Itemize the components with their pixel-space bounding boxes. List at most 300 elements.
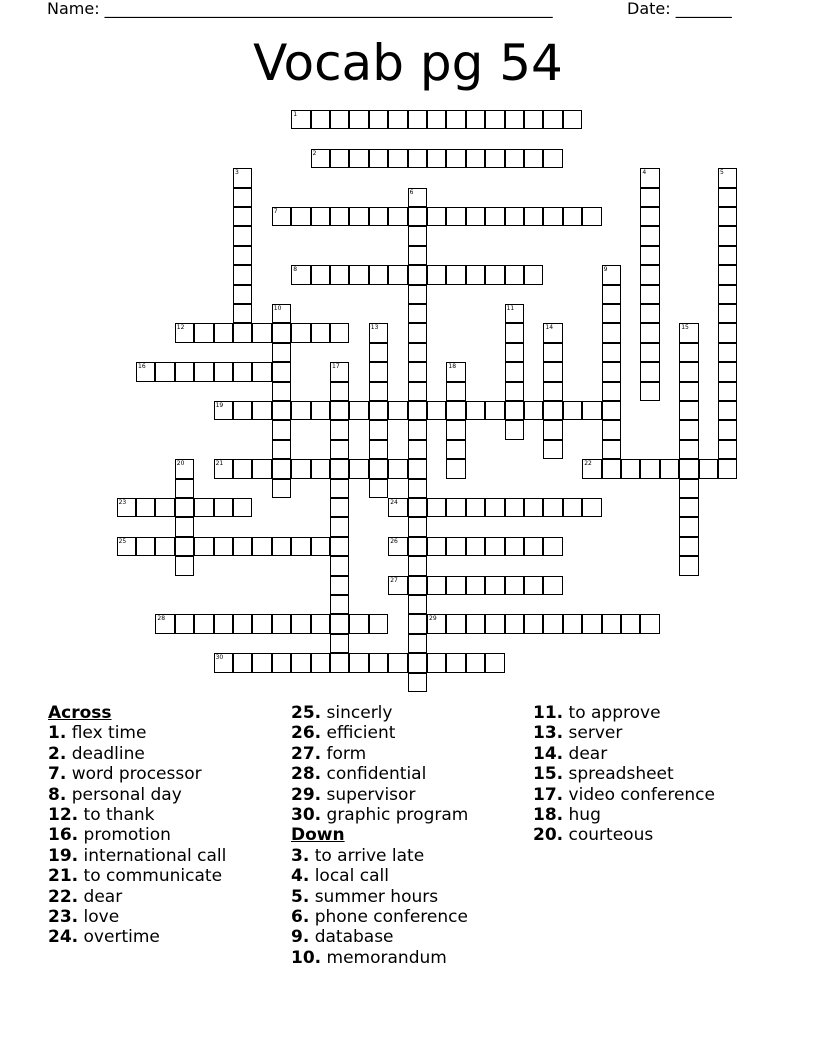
crossword-cell[interactable] [272,653,291,672]
crossword-cell[interactable] [330,149,349,168]
crossword-cell[interactable] [408,595,427,614]
crossword-cell[interactable] [524,149,543,168]
crossword-cell[interactable] [330,595,349,614]
crossword-cell[interactable] [252,459,271,478]
crossword-cell[interactable] [369,265,388,284]
crossword-cell[interactable] [505,576,524,595]
crossword-cell[interactable] [408,285,427,304]
crossword-cell[interactable] [408,517,427,536]
crossword-cell[interactable] [233,168,252,187]
crossword-cell[interactable] [214,537,233,556]
crossword-cell[interactable] [446,653,465,672]
crossword-cell[interactable] [485,653,504,672]
crossword-cell[interactable] [330,323,349,342]
crossword-cell[interactable] [446,498,465,517]
crossword-cell[interactable] [291,537,310,556]
crossword-cell[interactable] [505,537,524,556]
crossword-cell[interactable] [252,537,271,556]
crossword-cell[interactable] [602,382,621,401]
crossword-cell[interactable] [446,207,465,226]
crossword-cell[interactable] [388,265,407,284]
crossword-cell[interactable] [485,498,504,517]
crossword-cell[interactable] [466,653,485,672]
crossword-cell[interactable] [175,362,194,381]
crossword-cell[interactable] [330,517,349,536]
crossword-cell[interactable] [679,479,698,498]
crossword-cell[interactable] [194,614,213,633]
crossword-cell[interactable] [602,401,621,420]
crossword-cell[interactable] [563,401,582,420]
crossword-cell[interactable] [233,614,252,633]
crossword-cell[interactable] [718,459,737,478]
crossword-cell[interactable] [718,382,737,401]
crossword-cell[interactable] [214,362,233,381]
crossword-cell[interactable] [408,323,427,342]
crossword-cell[interactable] [349,265,368,284]
crossword-cell[interactable] [272,343,291,362]
crossword-cell[interactable] [718,323,737,342]
crossword-cell[interactable] [446,149,465,168]
crossword-cell[interactable] [640,343,659,362]
crossword-cell[interactable] [408,576,427,595]
crossword-cell[interactable] [272,614,291,633]
crossword-cell[interactable] [640,323,659,342]
crossword-cell[interactable] [330,576,349,595]
crossword-cell[interactable] [311,149,330,168]
crossword-cell[interactable] [175,323,194,342]
crossword-cell[interactable] [602,362,621,381]
crossword-cell[interactable] [272,459,291,478]
crossword-cell[interactable] [349,149,368,168]
crossword-cell[interactable] [543,382,562,401]
crossword-cell[interactable] [718,207,737,226]
crossword-cell[interactable] [272,440,291,459]
crossword-cell[interactable] [466,207,485,226]
crossword-cell[interactable] [388,459,407,478]
crossword-cell[interactable] [330,498,349,517]
crossword-cell[interactable] [388,207,407,226]
crossword-cell[interactable] [543,440,562,459]
crossword-cell[interactable] [718,362,737,381]
crossword-cell[interactable] [505,401,524,420]
crossword-cell[interactable] [272,537,291,556]
crossword-cell[interactable] [408,634,427,653]
crossword-cell[interactable] [369,401,388,420]
crossword-cell[interactable] [194,362,213,381]
crossword-cell[interactable] [543,323,562,342]
crossword-cell[interactable] [485,401,504,420]
crossword-cell[interactable] [388,653,407,672]
crossword-cell[interactable] [466,614,485,633]
crossword-cell[interactable] [621,459,640,478]
crossword-cell[interactable] [330,420,349,439]
crossword-cell[interactable] [446,110,465,129]
crossword-cell[interactable] [272,304,291,323]
crossword-cell[interactable] [388,498,407,517]
crossword-cell[interactable] [252,323,271,342]
crossword-cell[interactable] [505,149,524,168]
crossword-cell[interactable] [505,304,524,323]
crossword-cell[interactable] [408,382,427,401]
crossword-cell[interactable] [330,401,349,420]
crossword-cell[interactable] [524,614,543,633]
crossword-cell[interactable] [214,323,233,342]
crossword-cell[interactable] [330,653,349,672]
crossword-cell[interactable] [175,537,194,556]
crossword-cell[interactable] [175,459,194,478]
crossword-cell[interactable] [485,614,504,633]
crossword-cell[interactable] [175,614,194,633]
crossword-cell[interactable] [505,420,524,439]
crossword-cell[interactable] [408,343,427,362]
crossword-cell[interactable] [233,537,252,556]
crossword-cell[interactable] [408,188,427,207]
crossword-cell[interactable] [408,362,427,381]
crossword-cell[interactable] [311,459,330,478]
crossword-cell[interactable] [466,576,485,595]
crossword-cell[interactable] [543,420,562,439]
crossword-cell[interactable] [194,323,213,342]
crossword-cell[interactable] [233,246,252,265]
crossword-cell[interactable] [640,362,659,381]
crossword-cell[interactable] [291,323,310,342]
crossword-cell[interactable] [214,401,233,420]
crossword-cell[interactable] [408,459,427,478]
crossword-cell[interactable] [718,440,737,459]
crossword-cell[interactable] [602,343,621,362]
crossword-cell[interactable] [718,420,737,439]
crossword-cell[interactable] [505,110,524,129]
crossword-cell[interactable] [602,614,621,633]
crossword-cell[interactable] [446,362,465,381]
crossword-cell[interactable] [233,459,252,478]
crossword-cell[interactable] [679,517,698,536]
crossword-cell[interactable] [408,673,427,692]
crossword-cell[interactable] [582,498,601,517]
crossword-cell[interactable] [505,362,524,381]
crossword-cell[interactable] [291,207,310,226]
crossword-cell[interactable] [640,304,659,323]
crossword-cell[interactable] [679,343,698,362]
crossword-cell[interactable] [602,285,621,304]
crossword-cell[interactable] [330,614,349,633]
crossword-cell[interactable] [349,207,368,226]
crossword-cell[interactable] [466,537,485,556]
crossword-cell[interactable] [679,420,698,439]
crossword-cell[interactable] [369,420,388,439]
crossword-cell[interactable] [563,110,582,129]
crossword-cell[interactable] [369,207,388,226]
crossword-cell[interactable] [718,285,737,304]
crossword-cell[interactable] [369,653,388,672]
crossword-cell[interactable] [699,459,718,478]
crossword-cell[interactable] [640,226,659,245]
crossword-cell[interactable] [311,265,330,284]
crossword-cell[interactable] [155,362,174,381]
crossword-cell[interactable] [214,498,233,517]
crossword-cell[interactable] [349,401,368,420]
crossword-cell[interactable] [117,537,136,556]
crossword-cell[interactable] [543,537,562,556]
crossword-cell[interactable] [505,498,524,517]
crossword-cell[interactable] [214,459,233,478]
crossword-cell[interactable] [563,614,582,633]
crossword-cell[interactable] [233,207,252,226]
crossword-cell[interactable] [602,323,621,342]
crossword-cell[interactable] [640,614,659,633]
crossword-cell[interactable] [155,614,174,633]
crossword-cell[interactable] [175,517,194,536]
crossword-cell[interactable] [369,614,388,633]
crossword-cell[interactable] [117,498,136,517]
crossword-cell[interactable] [272,207,291,226]
crossword-cell[interactable] [543,343,562,362]
crossword-cell[interactable] [485,265,504,284]
crossword-cell[interactable] [640,207,659,226]
crossword-cell[interactable] [524,110,543,129]
crossword-cell[interactable] [602,440,621,459]
crossword-cell[interactable] [175,498,194,517]
crossword-cell[interactable] [679,323,698,342]
crossword-cell[interactable] [524,207,543,226]
crossword-cell[interactable] [679,556,698,575]
crossword-cell[interactable] [427,537,446,556]
crossword-cell[interactable] [485,207,504,226]
crossword-cell[interactable] [233,323,252,342]
crossword-cell[interactable] [718,304,737,323]
crossword-cell[interactable] [349,614,368,633]
crossword-cell[interactable] [563,207,582,226]
crossword-cell[interactable] [408,479,427,498]
crossword-cell[interactable] [640,246,659,265]
crossword-cell[interactable] [679,440,698,459]
crossword-cell[interactable] [408,149,427,168]
crossword-cell[interactable] [369,149,388,168]
crossword-cell[interactable] [311,323,330,342]
crossword-cell[interactable] [136,362,155,381]
crossword-cell[interactable] [543,576,562,595]
crossword-cell[interactable] [272,323,291,342]
crossword-cell[interactable] [466,149,485,168]
crossword-cell[interactable] [388,110,407,129]
crossword-cell[interactable] [582,614,601,633]
crossword-cell[interactable] [543,149,562,168]
crossword-cell[interactable] [660,459,679,478]
crossword-cell[interactable] [233,304,252,323]
crossword-cell[interactable] [330,362,349,381]
crossword-cell[interactable] [311,110,330,129]
crossword-cell[interactable] [485,149,504,168]
crossword-cell[interactable] [175,479,194,498]
crossword-cell[interactable] [291,110,310,129]
crossword-cell[interactable] [369,440,388,459]
crossword-cell[interactable] [427,576,446,595]
crossword-cell[interactable] [446,382,465,401]
crossword-cell[interactable] [543,614,562,633]
crossword-cell[interactable] [311,537,330,556]
crossword-cell[interactable] [369,343,388,362]
crossword-cell[interactable] [408,440,427,459]
crossword-cell[interactable] [311,614,330,633]
crossword-cell[interactable] [446,401,465,420]
crossword-cell[interactable] [718,265,737,284]
crossword-cell[interactable] [679,459,698,478]
crossword-cell[interactable] [621,614,640,633]
crossword-cell[interactable] [408,246,427,265]
crossword-cell[interactable] [330,479,349,498]
crossword-cell[interactable] [543,362,562,381]
crossword-cell[interactable] [291,265,310,284]
crossword-cell[interactable] [136,537,155,556]
crossword-cell[interactable] [272,401,291,420]
crossword-cell[interactable] [291,459,310,478]
crossword-cell[interactable] [524,537,543,556]
crossword-cell[interactable] [563,498,582,517]
crossword-cell[interactable] [155,498,174,517]
crossword-cell[interactable] [252,614,271,633]
crossword-cell[interactable] [485,110,504,129]
crossword-cell[interactable] [194,537,213,556]
crossword-cell[interactable] [679,537,698,556]
crossword-cell[interactable] [427,498,446,517]
crossword-cell[interactable] [369,362,388,381]
crossword-cell[interactable] [505,265,524,284]
crossword-cell[interactable] [446,420,465,439]
crossword-cell[interactable] [233,285,252,304]
crossword-cell[interactable] [272,420,291,439]
crossword-cell[interactable] [311,653,330,672]
crossword-cell[interactable] [408,110,427,129]
crossword-cell[interactable] [446,440,465,459]
crossword-cell[interactable] [640,459,659,478]
crossword-cell[interactable] [408,420,427,439]
crossword-cell[interactable] [427,110,446,129]
crossword-cell[interactable] [175,556,194,575]
crossword-cell[interactable] [408,614,427,633]
crossword-cell[interactable] [330,265,349,284]
crossword-cell[interactable] [524,265,543,284]
crossword-cell[interactable] [388,537,407,556]
crossword-cell[interactable] [272,479,291,498]
crossword-cell[interactable] [233,653,252,672]
crossword-cell[interactable] [252,653,271,672]
crossword-cell[interactable] [330,556,349,575]
crossword-cell[interactable] [466,498,485,517]
crossword-cell[interactable] [524,576,543,595]
crossword-cell[interactable] [214,653,233,672]
crossword-cell[interactable] [427,207,446,226]
crossword-cell[interactable] [505,614,524,633]
crossword-cell[interactable] [505,323,524,342]
crossword-cell[interactable] [408,401,427,420]
crossword-cell[interactable] [136,498,155,517]
crossword-cell[interactable] [446,537,465,556]
crossword-cell[interactable] [602,459,621,478]
crossword-cell[interactable] [408,207,427,226]
crossword-cell[interactable] [602,420,621,439]
crossword-cell[interactable] [388,149,407,168]
crossword-cell[interactable] [446,576,465,595]
crossword-cell[interactable] [330,459,349,478]
crossword-cell[interactable] [505,207,524,226]
crossword-cell[interactable] [388,576,407,595]
crossword-cell[interactable] [640,285,659,304]
crossword-cell[interactable] [679,362,698,381]
crossword-cell[interactable] [640,382,659,401]
crossword-cell[interactable] [369,479,388,498]
crossword-cell[interactable] [466,265,485,284]
crossword-cell[interactable] [446,614,465,633]
crossword-cell[interactable] [408,265,427,284]
crossword-cell[interactable] [427,265,446,284]
crossword-cell[interactable] [602,265,621,284]
crossword-cell[interactable] [718,168,737,187]
crossword-cell[interactable] [349,653,368,672]
crossword-cell[interactable] [330,207,349,226]
crossword-cell[interactable] [718,343,737,362]
crossword-cell[interactable] [543,110,562,129]
crossword-cell[interactable] [485,537,504,556]
crossword-cell[interactable] [427,653,446,672]
crossword-cell[interactable] [252,401,271,420]
crossword-cell[interactable] [311,401,330,420]
crossword-cell[interactable] [543,401,562,420]
crossword-cell[interactable] [505,382,524,401]
crossword-cell[interactable] [408,304,427,323]
crossword-cell[interactable] [214,614,233,633]
crossword-cell[interactable] [194,498,213,517]
crossword-cell[interactable] [408,537,427,556]
crossword-cell[interactable] [427,614,446,633]
crossword-cell[interactable] [427,401,446,420]
crossword-cell[interactable] [252,362,271,381]
crossword-cell[interactable] [543,207,562,226]
crossword-cell[interactable] [408,653,427,672]
crossword-cell[interactable] [408,226,427,245]
crossword-cell[interactable] [466,401,485,420]
crossword-cell[interactable] [505,343,524,362]
crossword-cell[interactable] [369,382,388,401]
crossword-cell[interactable] [679,498,698,517]
crossword-cell[interactable] [408,498,427,517]
crossword-cell[interactable] [233,498,252,517]
crossword-cell[interactable] [640,188,659,207]
crossword-cell[interactable] [524,401,543,420]
crossword-cell[interactable] [369,110,388,129]
crossword-cell[interactable] [582,459,601,478]
crossword-cell[interactable] [408,556,427,575]
crossword-cell[interactable] [291,614,310,633]
crossword-cell[interactable] [369,459,388,478]
crossword-cell[interactable] [233,188,252,207]
crossword-cell[interactable] [349,110,368,129]
crossword-cell[interactable] [311,207,330,226]
crossword-cell[interactable] [369,323,388,342]
crossword-cell[interactable] [679,382,698,401]
crossword-cell[interactable] [718,401,737,420]
crossword-cell[interactable] [349,459,368,478]
crossword-cell[interactable] [543,498,562,517]
crossword-cell[interactable] [233,362,252,381]
crossword-cell[interactable] [485,576,504,595]
crossword-cell[interactable] [446,265,465,284]
crossword-cell[interactable] [291,653,310,672]
crossword-cell[interactable] [524,498,543,517]
crossword-cell[interactable] [582,207,601,226]
crossword-cell[interactable] [640,265,659,284]
crossword-cell[interactable] [640,168,659,187]
crossword-cell[interactable] [233,265,252,284]
